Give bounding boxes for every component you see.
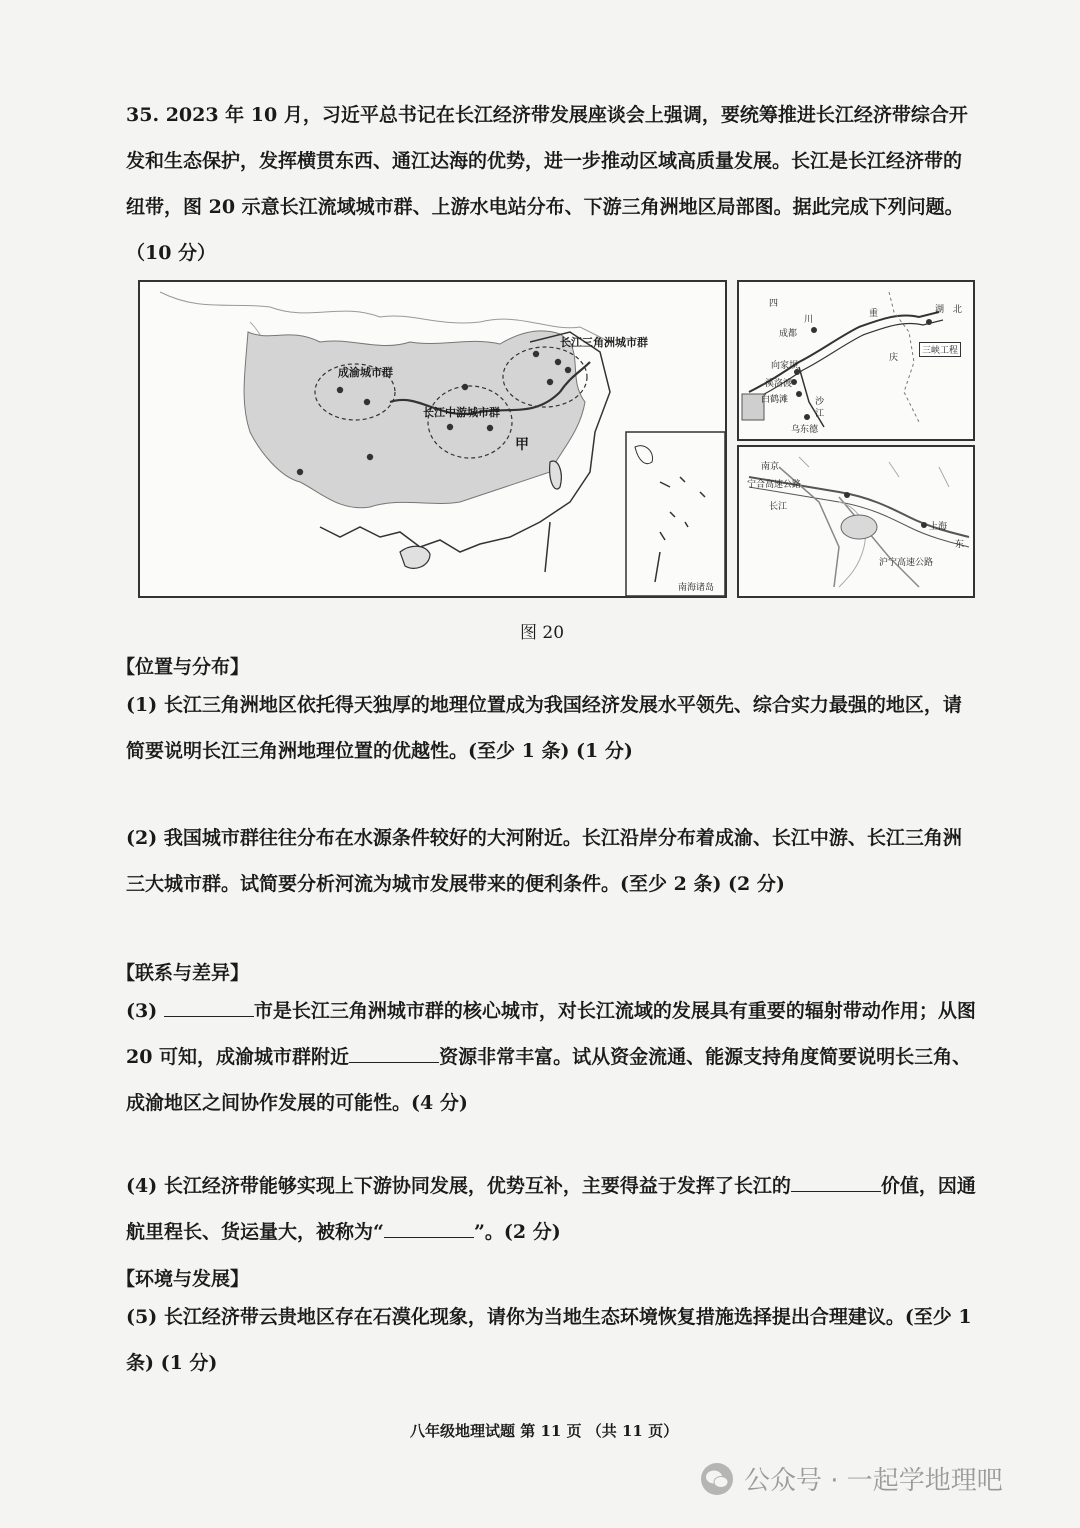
- label-jiang: 江: [815, 409, 825, 419]
- page-footer: 八年级地理试题 第 11 页 （共 11 页）: [410, 1422, 679, 1440]
- label-chong: 重: [869, 309, 879, 319]
- question-35: [126, 92, 976, 276]
- q3-text-1: 市是长江三角洲城市群的核心城市，对长江流域的发展具有重要的辐射带动作用；从图 20 可知，成渝城市群附近: [126, 1000, 976, 1068]
- watermark: [700, 1460, 1003, 1497]
- q3-text-2: 资源非常丰富。试从资金流通、能源支持角度简要说明长三角、成渝地区之间协作发展的可能性。(4 分): [126, 1046, 972, 1114]
- label-sanxia: 三峡工程: [919, 342, 961, 357]
- label-bei: 北: [953, 305, 963, 315]
- figure-caption: 图 20: [520, 623, 565, 643]
- label-baihetan: 白鹤滩: [761, 395, 789, 405]
- q4-blank-1[interactable]: [791, 1169, 881, 1192]
- section-title-connection: 【联系与差异】: [116, 962, 250, 984]
- subquestion-4: [126, 1163, 976, 1255]
- label-xiluodu: 溪洛渡: [765, 379, 793, 389]
- main-map-drawing: [140, 282, 725, 596]
- label-changjiang: 长江: [769, 502, 788, 512]
- label-jia: 甲: [515, 437, 529, 453]
- label-xiangjiaba: 向家坝: [771, 361, 799, 371]
- label-zhongyou: 长江中游城市群: [423, 406, 500, 419]
- label-sichuan-si: 四: [769, 299, 779, 309]
- label-chengdu: 成都: [779, 329, 798, 339]
- upper-reaches-map: [737, 280, 975, 441]
- label-huning: 沪宁高速公路: [879, 558, 934, 568]
- q3-number: (3): [126, 1000, 158, 1022]
- label-nanhai: 南海诸岛: [678, 583, 715, 593]
- wechat-icon: [700, 1462, 734, 1496]
- q3-blank-1[interactable]: [164, 994, 254, 1017]
- section-title-environment: 【环境与发展】: [116, 1268, 250, 1290]
- question-number: 35.: [126, 104, 160, 126]
- main-map: [138, 280, 727, 598]
- label-sanjiaozhou: 长江三角洲城市群: [560, 336, 648, 349]
- q4-blank-2[interactable]: [384, 1215, 474, 1238]
- section-title-location: 【位置与分布】: [116, 656, 250, 678]
- subquestion-3: [126, 988, 976, 1126]
- label-sha: 沙: [815, 397, 825, 407]
- q4-text-2: 价值，因通航里程长、货运量大，被称为“: [126, 1175, 976, 1243]
- label-shanghai: 上海: [929, 522, 948, 532]
- subquestion-2: (2) 我国城市群往往分布在水源条件较好的大河附近。长江沿岸分布着成渝、长江中游、长江三角洲三大城市群。试简要分析河流为城市发展带来的便利条件。(至少 2 条) (2 分): [126, 827, 962, 895]
- label-sichuan-chuan: 川: [804, 315, 814, 325]
- question-score: （10 分）: [126, 242, 217, 264]
- label-hu: 湖: [935, 305, 945, 315]
- label-wudongde: 乌东德: [791, 425, 819, 435]
- label-chengyu: 成渝城市群: [338, 366, 393, 379]
- label-qing: 庆: [889, 353, 899, 363]
- label-nanjing: 南京: [761, 462, 780, 472]
- delta-map: [737, 445, 975, 598]
- subquestion-1: (1) 长江三角洲地区依托得天独厚的地理位置成为我国经济发展水平领先、综合实力最强的地区，请简要说明长江三角洲地理位置的优越性。(至少 1 条) (1 分): [126, 694, 962, 762]
- label-ningan: 宁合高速公路: [747, 480, 802, 490]
- q3-blank-2[interactable]: [349, 1040, 439, 1063]
- q4-text-1: (4) 长江经济带能够实现上下游协同发展，优势互补，主要得益于发挥了长江的: [126, 1175, 791, 1197]
- watermark-text: 公众号 · 一起学地理吧: [744, 1466, 1003, 1496]
- label-dong: 东: [955, 540, 965, 550]
- q4-text-3: ”。(2 分): [473, 1221, 561, 1243]
- question-intro: 2023 年 10 月，习近平总书记在长江经济带发展座谈会上强调，要统筹推进长江经济带综合开发和生态保护，发挥横贯东西、通江达海的优势，进一步推动区域高质量发展。长江是长江经济带的纽带，图 20 示意长江流域城市群、上游水电站分布、下游三角洲地区局部图。据此完成下列问题。: [126, 104, 968, 218]
- subquestion-5: (5) 长江经济带云贵地区存在石漠化现象，请你为当地生态环境恢复措施选择提出合理建议。(至少 1 条) (1 分): [126, 1306, 972, 1374]
